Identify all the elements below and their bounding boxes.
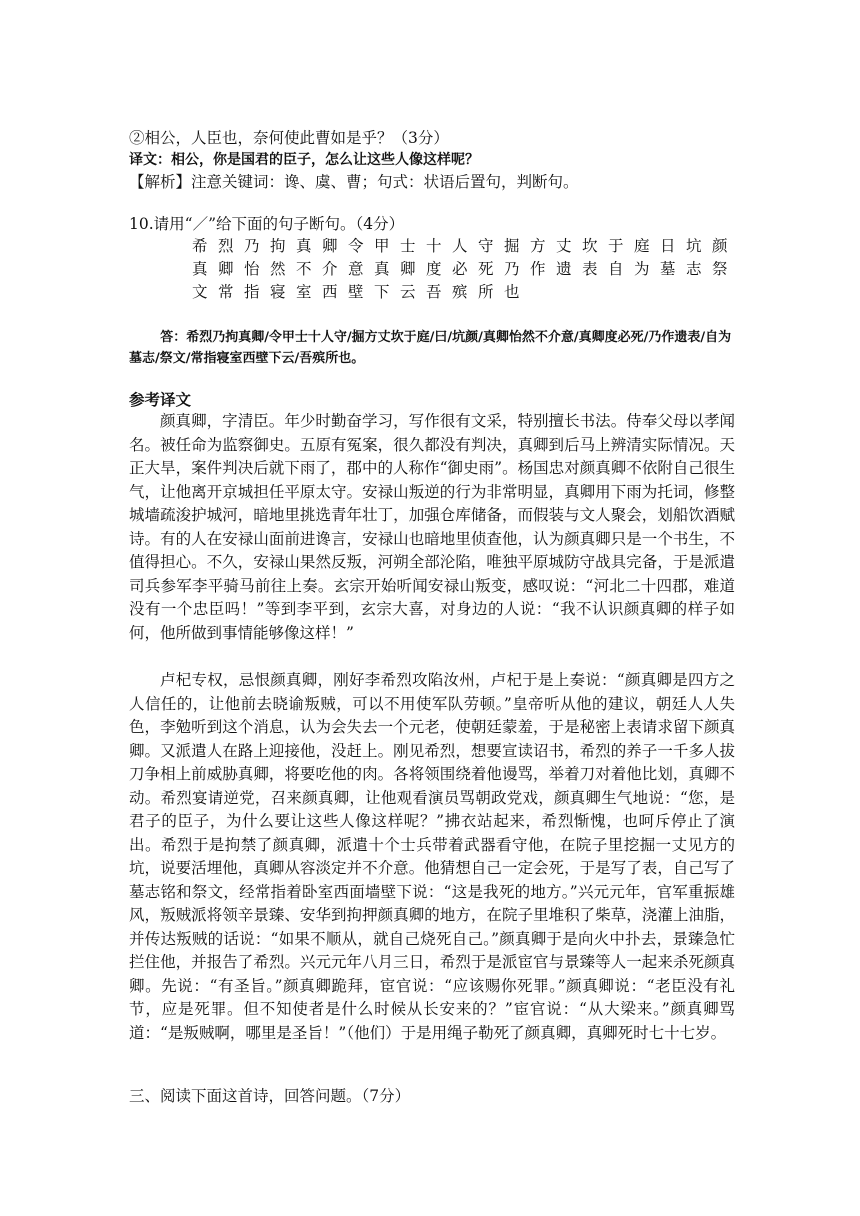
question-10-answer: 答：希烈乃拘真卿/令甲士十人守/掘方丈坎于庭/曰/坑颜/真卿怡然不介意/真卿度必死/乃作遗表/自为墓志/祭文/常指寝室西壁下云/吾殡所也。 [129,330,732,366]
question-9-item-2: ②相公，人臣也，奈何使此曹如是乎？（3分） [129,129,449,147]
punctuation-grid-line-2: 真卿怡然不介意真卿度必死乃作遗表自为墓志祭 [192,260,739,278]
section-3-heading: 三、阅读下面这首诗，回答问题。（7分） [129,1087,411,1105]
punctuation-grid-line-3: 文常指寝室西壁下云吾殡所也 [192,283,531,301]
question-9-translation: 译文：相公，你是国君的臣子，怎么让这些人像这样呢？ [129,152,479,168]
question-10-prompt: 10.请用“／”给下面的句子断句。（4分） [129,215,405,233]
reference-paragraph-1: 颜真卿，字清臣。年少时勤奋学习，写作很有文采，特别擅长书法。侍奉父母以孝闻名。被任命为监察御史。五原有冤案，很久都没有判决，真卿到后马上辨清实际情况。天正大旱，案件判决后就下雨了，郡中的人称作“御史雨”。杨国忠对颜真卿不依附自己很生气，让他离开京城担任平原太守。安禄山叛逆的行为非常明显，真卿用下雨为托词，修整城墙疏浚护城河，暗地里挑选青年壮丁，加强仓库储备，而假装与文人聚会，划船饮酒赋诗。有的人在安禄山面前进谗言，安禄山也暗地里侦查他，认为颜真卿只是一个书生，不值得担心。不久，安禄山果然反叛，河朔全部沦陷，唯独平原城防守战具完备，于是派遣司兵参军李平骑马前往上奏。玄宗开始听闻安禄山叛变，感叹说：“河北二十四郡，难道没有一个忠臣吗！”等到李平到，玄宗大喜，对身边的人说：“我不认识颜真卿的样子如何，他所做到事情能够像这样！” [129,412,735,642]
question-9-analysis: 【解析】注意关键词：谗、虞、曹；句式：状语后置句，判断句。 [129,173,579,191]
reference-translation-title: 参考译文 [129,390,192,409]
reference-paragraph-2: 卢杞专权，忌恨颜真卿，刚好李希烈攻陷汝州，卢杞于是上奏说：“颜真卿是四方之人信任的，让他前去晓谕叛贼，可以不用使军队劳顿。”皇帝听从他的建议，朝廷人人失色，李勉听到这个消息，认为会失去一个元老，使朝廷蒙羞，于是秘密上表请求留下颜真卿。又派遣人在路上迎接他，没赶上。刚见希烈，想要宣读诏书，希烈的养子一千多人拔刀争相上前威胁真卿，将要吃他的肉。各将领围绕着他谩骂，举着刀对着他比划，真卿不动。希烈宴请逆党，召来颜真卿，让他观看演员骂朝政党戏，颜真卿生气地说：“您，是君子的臣子，为什么要让这些人像这样呢？”拂衣站起来，希烈惭愧，也呵斥停止了演出。希烈于是拘禁了颜真卿，派遣十个士兵带着武器看守他，在院子里挖掘一丈见方的坑，说要活埋他，真卿从容淡定并不介意。他猜想自己一定会死，于是写了表，自己写了墓志铭和祭文，经常指着卧室西面墙壁下说：“这是我死的地方。”兴元元年，官军重振雄风，叛贼派将领辛景臻、安华到拘押颜真卿的地方，在院子里堆积了柴草，浇灌上油脂，并传达叛贼的话说：“如果不顺从，就自己烧死自己。”颜真卿于是向火中扑去，景臻急忙拦住他，并报告了希烈。兴元元年八月三日，希烈于是派宦官与景臻等人一起来杀死颜真卿。先说：“有圣旨。”颜真卿跪拜，宦官说：“应该赐你死罪。”颜真卿说：“老臣没有礼节，应是死罪。但不知使者是什么时候从长安来的？”宦官说：“从大梁来。”颜真卿骂道：“是叛贼啊，哪里是圣旨！”（他们）于是用绳子勒死了颜真卿，真卿死时七十七岁。 [129,671,735,1042]
punctuation-grid-line-1: 希烈乃拘真卿令甲士十人守掘方丈坎于庭日坑颜 [192,237,739,255]
